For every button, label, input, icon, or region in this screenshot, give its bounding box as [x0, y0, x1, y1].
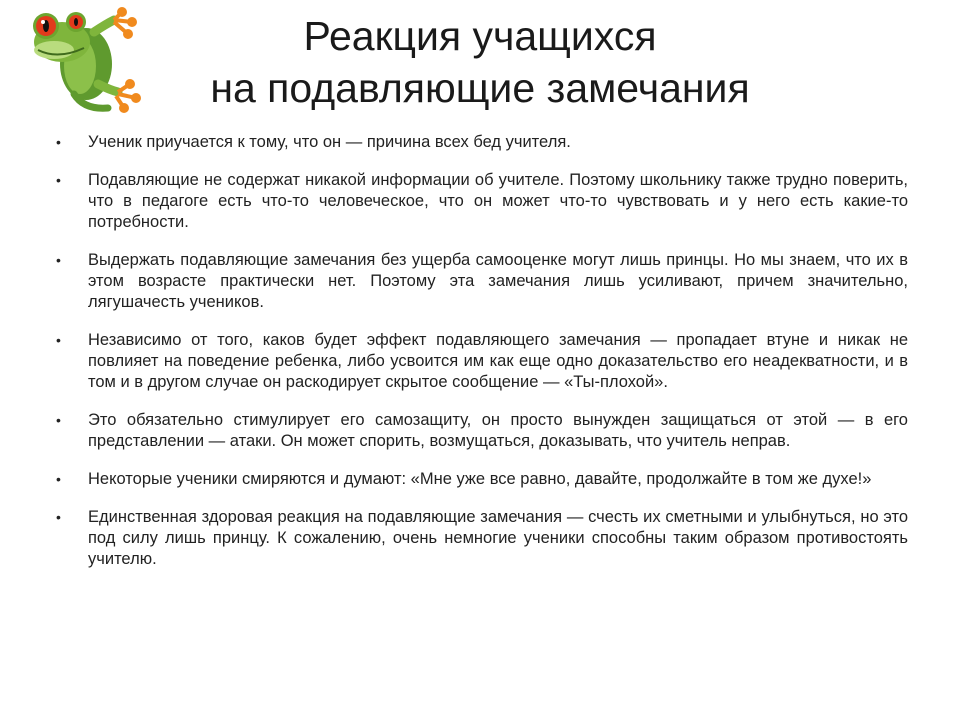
bullet-list [56, 132, 908, 587]
slide-title [140, 10, 820, 114]
bullet-icon: • [56, 412, 61, 428]
list-item [56, 507, 908, 570]
list-item-text: Подавляющие не содержат никакой информации об учителе. Поэтому школьнику также трудно поверить, что в педагоге есть что-то человеческое, что он может что-то чувствовать и у него есть какие-то потребности. [88, 171, 908, 231]
list-item [56, 250, 908, 313]
title-line-1: Реакция учащихся [303, 13, 657, 59]
frog-icon [14, 4, 144, 116]
list-item [56, 330, 908, 393]
list-item [56, 469, 908, 490]
list-item [56, 410, 908, 452]
list-item-text: Некоторые ученики смиряются и думают: «Мне уже все равно, давайте, продолжайте в том же духе!» [88, 470, 872, 488]
list-item-text: Ученик приучается к тому, что он — причина всех бед учителя. [88, 133, 571, 151]
list-item [56, 170, 908, 233]
bullet-icon: • [56, 332, 61, 348]
list-item-text: Выдержать подавляющие замечания без ущерба самооценке могут лишь принцы. Но мы знаем, что их в этом возрасте практически нет. Поэтому эта замечания лишь усиливают, причем значительно, лягушачесть учеников. [88, 251, 908, 311]
bullet-icon: • [56, 172, 61, 188]
list-item-text: Независимо от того, каков будет эффект подавляющего замечания — пропадает втуне и никак не повлияет на поведение ребенка, либо усвоится им как еще одно доказательство его неадекватности, и в том и в другом случае он раскодирует скрытое сообщение — «Ты-плохой». [88, 331, 908, 391]
bullet-icon: • [56, 509, 61, 525]
list-item-text: Единственная здоровая реакция на подавляющие замечания — счесть их сметными и улыбнуться, но это под силу лишь принцу. К сожалению, очень немногие ученики способны таким образом противостоять учителю. [88, 508, 908, 568]
list-item [56, 132, 908, 153]
list-item-text: Это обязательно стимулирует его самозащиту, он просто вынужден защищаться от этой — в его представлении — атаки. Он может спорить, возмущаться, доказывать, что учитель неправ. [88, 411, 908, 450]
title-line-2: на подавляющие замечания [210, 65, 750, 111]
bullet-icon: • [56, 471, 61, 487]
bullet-icon: • [56, 252, 61, 268]
bullet-icon: • [56, 134, 61, 150]
